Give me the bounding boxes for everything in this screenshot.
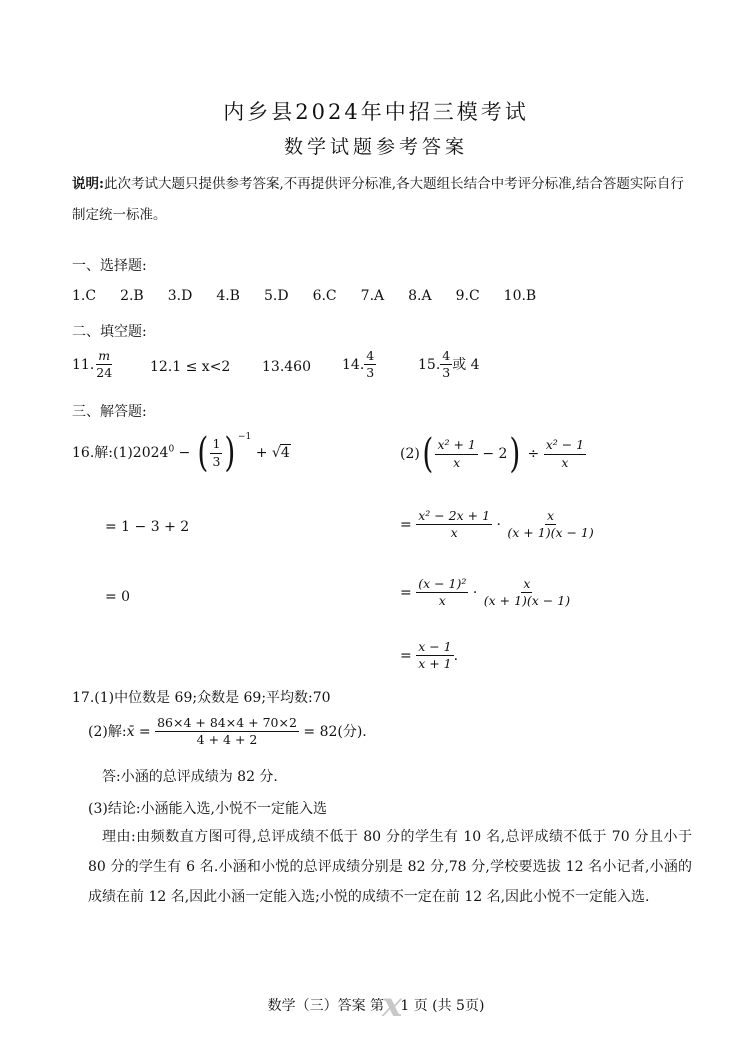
frac-denominator: (x + 1)(x − 1)	[507, 525, 594, 541]
page-title: 内乡县2024年中招三模考试	[223, 100, 529, 124]
right-paren: )	[224, 430, 236, 476]
period: .	[453, 647, 459, 664]
q17-part3-conclusion: (3)结论:小涵能入选,小悦不一定能入选	[88, 801, 327, 817]
page-subtitle: 数学试题参考答案	[283, 136, 468, 158]
footer-total-pages: (共 5页)	[432, 998, 485, 1014]
q15-label: 15.	[418, 356, 441, 373]
q16-step2: = 0	[105, 589, 131, 605]
frac-numerator: x	[521, 577, 532, 593]
q17-part3-reason: 理由:由频数直方图可得,总评成绩不低于 80 分的学生有 10 名,总评成绩不低于 70 分且小于 80 分的学生有 6 名.小涵和小悦的总评成绩分别是 82 分,78 分,学校要选拔 12 名小记者,小涵的成绩在前 12 名,因此小涵一定能入选;小悦的成绩不一定在前 12 名,因此小悦不一定能入选.	[88, 829, 692, 905]
exponent-zero: 0	[168, 444, 175, 455]
answer-item: 8.A	[408, 288, 432, 304]
q17-result: = 82(分).	[303, 723, 367, 740]
q15-tail: 或 4	[452, 356, 480, 373]
divide-sign: ÷	[527, 446, 540, 462]
q16-part2-step3	[400, 640, 458, 672]
q17-part2-answer: 答:小涵的总评成绩为 82 分.	[102, 769, 278, 785]
frac-numerator: x² − 1	[544, 438, 586, 454]
answer-item: 5.D	[263, 288, 289, 304]
q16-part1-expression	[72, 430, 291, 476]
frac-denominator: x	[453, 454, 461, 470]
answer-item: 9.C	[455, 288, 480, 304]
fill-answer-12: 12.1 ≤ x<2	[150, 359, 231, 375]
multiply-dot: ·	[472, 584, 478, 601]
instructions-note	[72, 169, 684, 231]
answer-item: 10.B	[503, 288, 537, 304]
frac-denominator: 4 + 4 + 2	[196, 732, 258, 748]
right-paren: )	[509, 431, 521, 477]
q16-part2-step1	[400, 509, 596, 541]
equals-sign: =	[400, 516, 412, 533]
q14-denominator: 3	[366, 365, 375, 381]
left-paren: (	[422, 431, 434, 477]
answer-item: 2.B	[120, 288, 144, 304]
frac-denominator: x	[438, 593, 446, 609]
section-fill-title: 二、填空题:	[72, 324, 147, 340]
page-footer	[0, 985, 752, 1025]
q11-denominator: 24	[96, 365, 113, 381]
sqrt-arg: 4	[280, 445, 290, 461]
q15-denominator: 3	[442, 365, 451, 381]
q14-label: 14.	[342, 356, 365, 373]
frac-numerator: 86×4 + 84×4 + 70×2	[155, 716, 299, 732]
q17-part2-label: (2)解:	[88, 723, 127, 740]
answer-item: 1.C	[72, 288, 97, 304]
q16-part2-label: (2)	[400, 446, 420, 462]
footer-page-prefix: 第	[370, 998, 385, 1014]
frac-numerator: (x − 1)²	[416, 577, 468, 593]
q15-numerator: 4	[440, 349, 452, 365]
equals-sign: =	[400, 647, 412, 664]
section-solution-title: 三、解答题:	[72, 404, 147, 420]
frac-numerator: x² + 1	[435, 438, 477, 454]
fill-answer-15	[418, 349, 480, 381]
equals-sign: =	[400, 584, 412, 601]
frac-numerator: x² − 2x + 1	[416, 509, 492, 525]
choice-answers-row	[72, 288, 560, 304]
q11-label: 11.	[72, 356, 95, 373]
q16-part2-step2	[400, 577, 572, 609]
frac-denominator: 3	[212, 453, 221, 469]
frac-numerator: 1	[210, 437, 222, 453]
frac-denominator: x	[561, 454, 569, 470]
frac-denominator: (x + 1)(x − 1)	[483, 593, 571, 609]
minus-two: − 2	[482, 446, 508, 462]
q16-label: 16.解:(1)2024	[72, 445, 169, 461]
left-paren: (	[197, 430, 209, 476]
fill-answer-14	[342, 349, 376, 381]
note-text: 此次考试大题只提供参考答案,不再提供评分标准,各大题组长结合中考评分标准,结合答题实际自行制定统一标准。	[72, 176, 684, 223]
footer-page-number: 1	[400, 998, 410, 1014]
minus-sign: −	[178, 445, 191, 461]
watermark-logo: x	[382, 985, 403, 1025]
fill-answer-13: 13.460	[262, 359, 311, 375]
q16-step1: = 1 − 3 + 2	[105, 519, 190, 535]
note-label: 说明:	[72, 176, 104, 192]
q17-part1: 17.(1)中位数是 69;众数是 69;平均数:70	[72, 690, 331, 706]
frac-numerator: x − 1	[416, 640, 453, 656]
footer-page-suffix: 页	[413, 998, 428, 1014]
answer-item: 7.A	[360, 288, 385, 304]
frac-denominator: x	[450, 525, 458, 541]
q14-numerator: 4	[364, 349, 376, 365]
plus-sqrt: + √	[255, 445, 281, 461]
frac-denominator: x + 1	[418, 656, 452, 672]
mean-symbol: x̄ =	[126, 723, 151, 740]
exponent-neg1: −1	[238, 432, 252, 442]
section-choice-title: 一、选择题:	[72, 258, 147, 274]
multiply-dot: ·	[496, 516, 501, 533]
answer-item: 4.B	[216, 288, 240, 304]
q17-part2-expression	[88, 716, 367, 748]
answer-item: 3.D	[167, 288, 193, 304]
frac-numerator: x	[545, 509, 556, 525]
q11-numerator: m	[96, 349, 112, 365]
q16-part2-expression	[400, 431, 586, 477]
answer-item: 6.C	[312, 288, 337, 304]
footer-left: 数学（三）答案	[267, 998, 366, 1014]
fill-answer-11	[72, 349, 114, 381]
